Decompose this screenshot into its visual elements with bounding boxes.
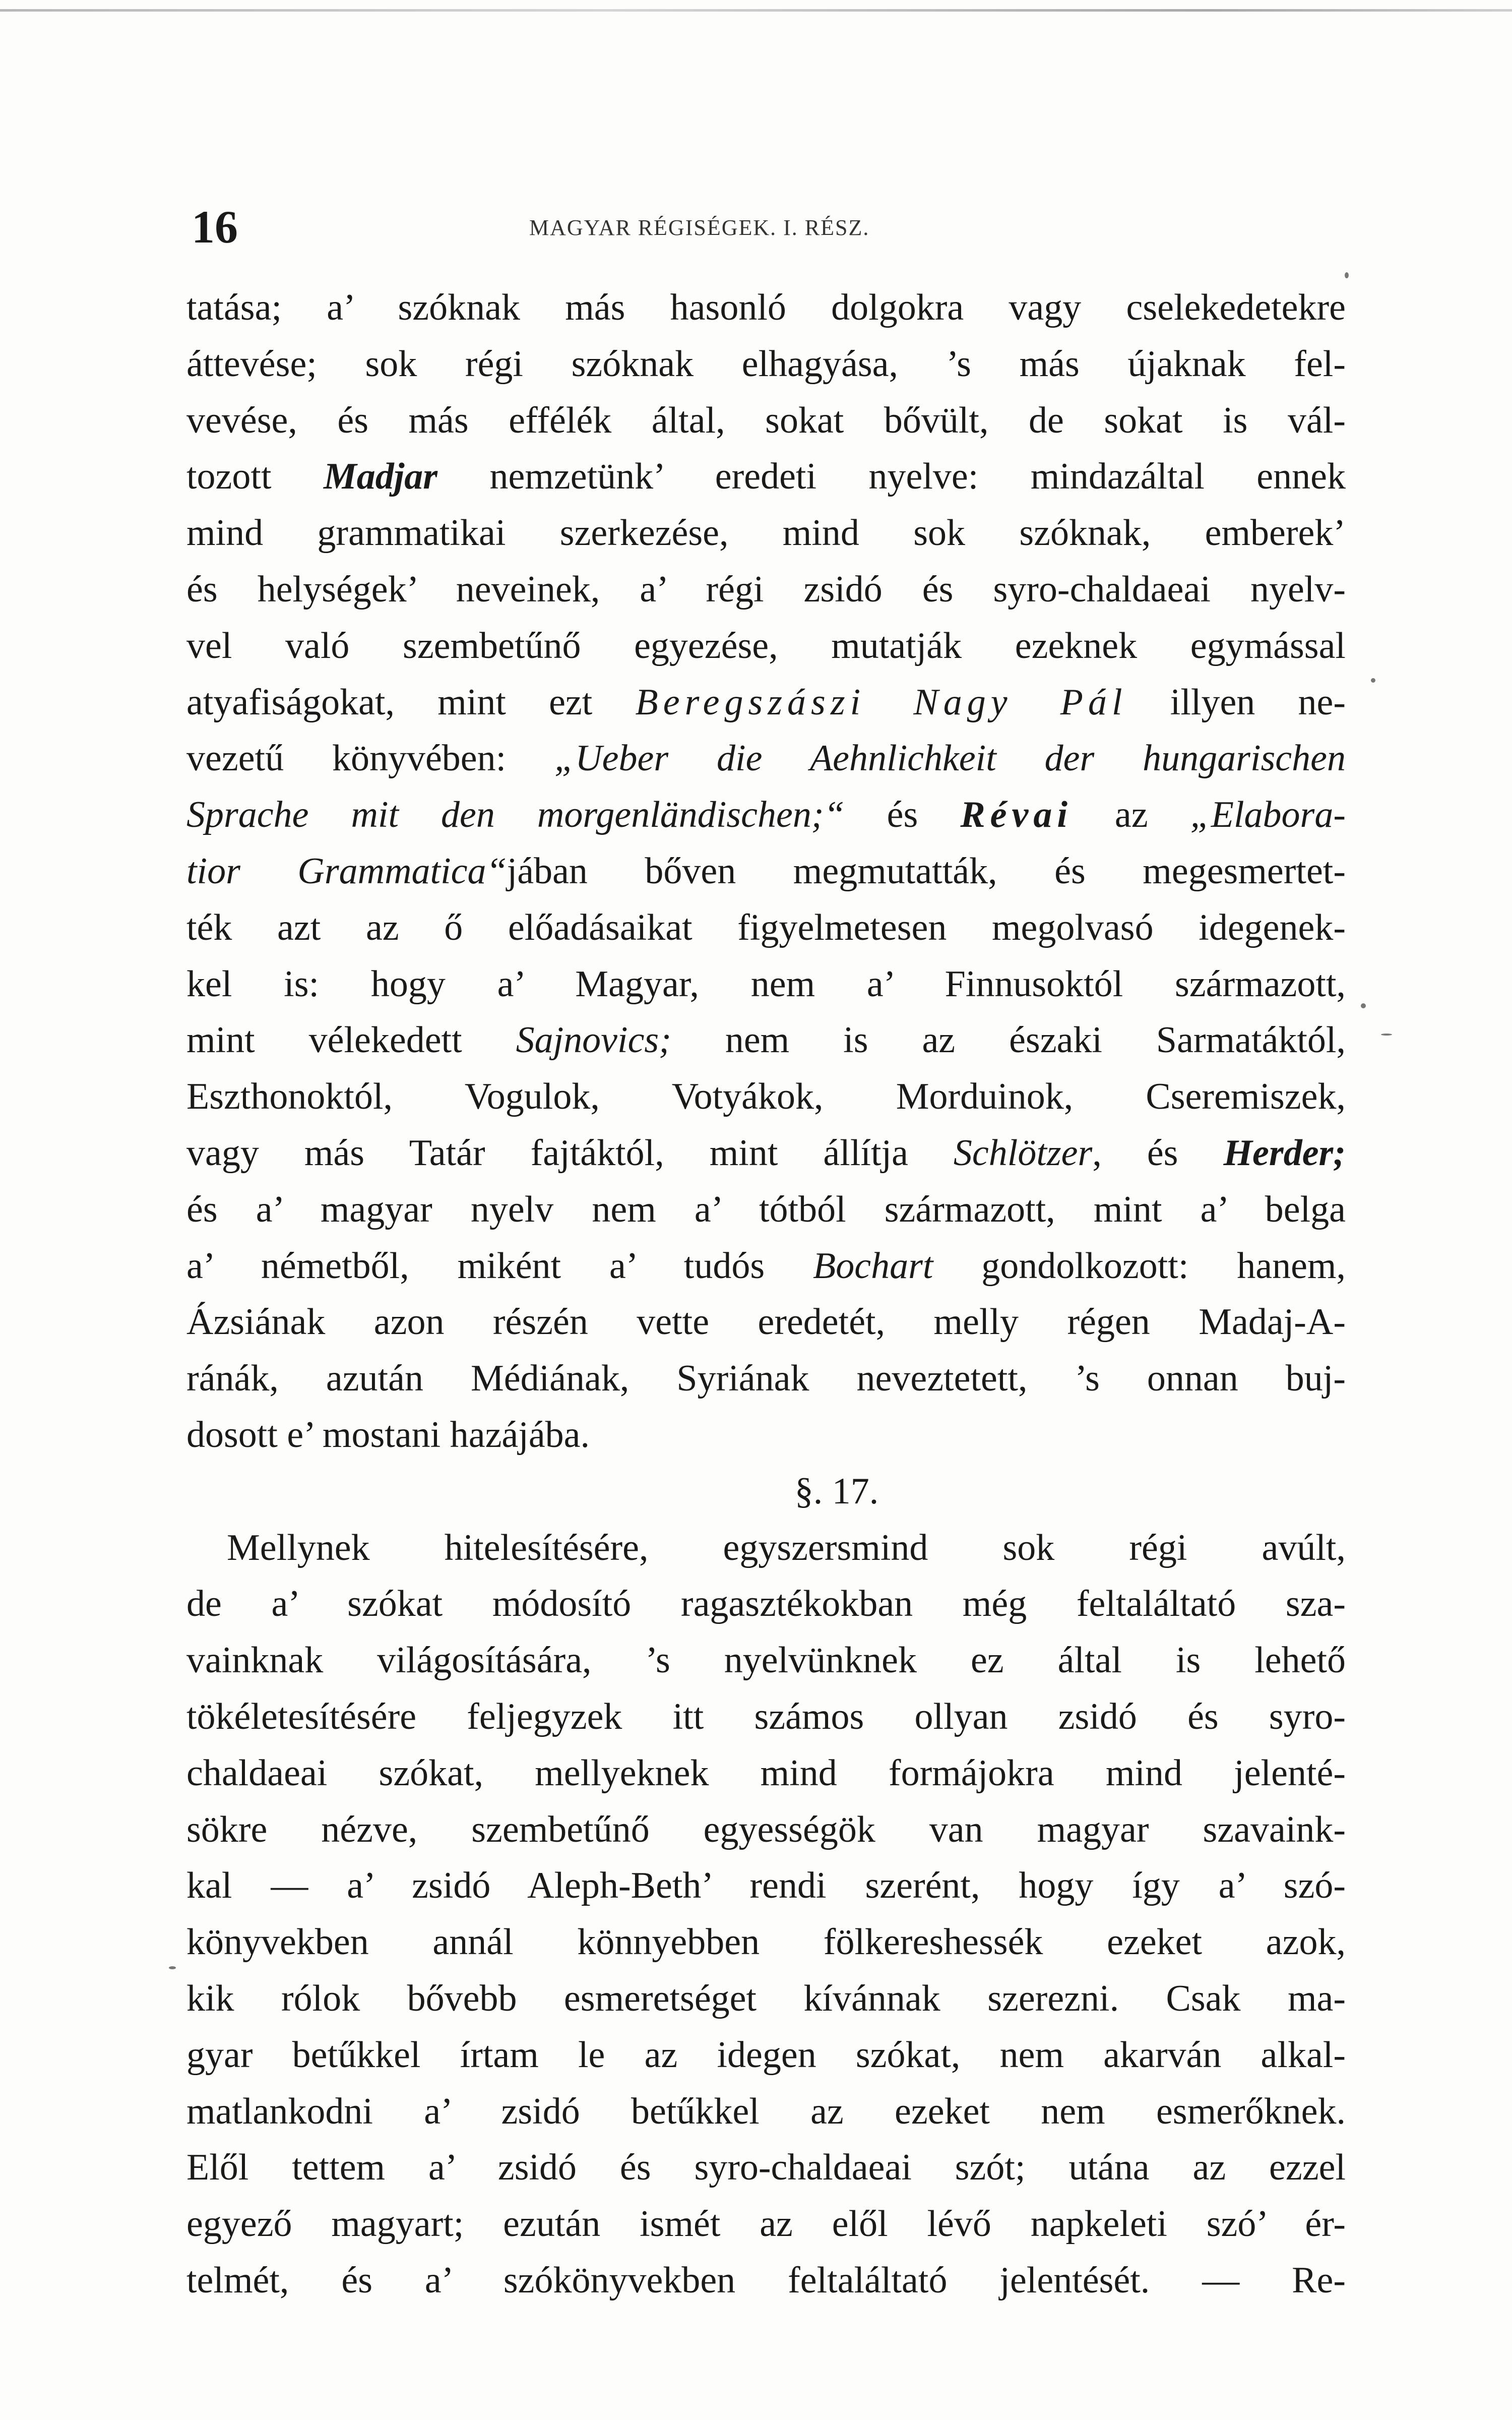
text-line (186, 449, 1346, 505)
text-segment: vel való szembetűnő egyezése, mutatják ezeknek egymással (186, 625, 1346, 667)
text-segment: sökre nézve, szembetűnő egyességök van magyar szavaink- (186, 1808, 1346, 1850)
text-segment: tatása; a’ szóknak más hasonló dolgokra vagy cselekedetekre (186, 287, 1346, 328)
text-segment: , és (1092, 1132, 1224, 1174)
margin-speck (1371, 678, 1375, 683)
emphasized-text: Révai (960, 794, 1073, 836)
text-line (186, 675, 1346, 731)
text-segment: áttevése; sok régi szóknak elhagyása, ’s más újaknak fel- (186, 343, 1346, 385)
text-line (186, 787, 1346, 843)
text-line (186, 1069, 1346, 1125)
text-line (186, 1520, 1346, 1577)
running-head: MAGYAR RÉGISÉGEK. I. RÉSZ. (529, 215, 870, 240)
text-segment: kal — a’ zsidó Aleph-Beth’ rendi szerént, hogy így a’ szó- (186, 1865, 1346, 1907)
text-segment: tozott (186, 456, 324, 498)
text-segment: gondolkozott: hanem, (933, 1245, 1346, 1287)
text-segment: Elől tettem a’ zsidó és syro-chaldaeai szót; utána az ezzel (186, 2147, 1346, 2189)
text-segment: és a’ magyar nyelv nem a’ tótból származott, mint a’ belga (186, 1188, 1346, 1230)
text-line (186, 1802, 1346, 1858)
text-line (186, 843, 1346, 900)
text-segment: a’ németből, miként a’ tudós (186, 1245, 813, 1287)
text-line (186, 393, 1346, 449)
text-segment: telmét, és a’ szókönyvekben feltaláltató jelentését. — Re- (186, 2259, 1346, 2301)
margin-speck (1345, 272, 1349, 278)
text-segment: egyező magyart; ezután ismét az elől lévő napkeleti szó’ ér- (186, 2203, 1346, 2245)
emphasized-text: Beregszászi Nagy Pál (635, 681, 1127, 723)
text-segment: ték azt az ő előadásaikat figyelmetesen megolvasó idegenek- (186, 906, 1346, 948)
emphasized-text: Schlötzer (953, 1132, 1093, 1174)
text-segment: ránák, azután Médiának, Syriának neveztetett, ’s onnan buj- (186, 1358, 1346, 1400)
text-line (186, 1745, 1346, 1802)
text-line (186, 336, 1346, 393)
text-segment: vevése, és más effélék által, sokat bővült, de sokat is vál- (186, 399, 1346, 441)
text-segment: és helységek’ neveinek, a’ régi zsidó és syro-chaldaeai nyelv- (186, 568, 1346, 610)
text-line (186, 1407, 1346, 1464)
text-line (186, 562, 1346, 618)
text-segment: nem is az északi Sarmatáktól, (671, 1019, 1346, 1061)
text-line (186, 505, 1346, 562)
text-segment: kel is: hogy a’ Magyar, nem a’ Finnusoktól származott, (186, 963, 1346, 1005)
margin-speck (1381, 1034, 1392, 1036)
text-line (186, 1632, 1346, 1689)
text-line (186, 2253, 1346, 2309)
text-line (186, 618, 1346, 675)
text-segment: matlankodni a’ zsidó betűkkel az ezeket nem esmerőknek. (186, 2090, 1346, 2132)
text-segment: nemzetünk’ eredeti nyelve: mindazáltal ennek (437, 456, 1346, 498)
text-line (186, 1351, 1346, 1407)
text-segment: Eszthonoktól, Vogulok, Votyákok, Morduinok, Cseremiszek, (186, 1076, 1346, 1118)
text-segment: jában bőven megmutatták, és megesmertet- (507, 850, 1346, 892)
text-segment: de a’ szókat módosító ragasztékokban még feltaláltató sza- (186, 1583, 1346, 1625)
text-segment: kik rólok bővebb esmeretséget kívánnak szerezni. Csak ma- (186, 1977, 1346, 2019)
text-line (186, 2196, 1346, 2253)
text-line (186, 1182, 1346, 1238)
emphasized-text: Sajnovics; (516, 1019, 671, 1061)
text-segment: vagy más Tatár fajtáktól, mint állítja (186, 1132, 954, 1174)
margin-speck (1361, 1003, 1366, 1008)
text-segment: Mellynek hitelesítésére, egyszersmind sok régi avúlt, (227, 1527, 1346, 1568)
text-segment: az (1072, 794, 1190, 836)
page-number: 16 (192, 201, 238, 253)
emphasized-text: Madjar (323, 456, 438, 498)
emphasized-text: Sprache mit den morgenländischen;“ (186, 794, 845, 836)
section-heading (186, 1464, 1346, 1520)
text-line (186, 731, 1346, 787)
emphasized-text: tior Grammatica“ (186, 850, 507, 892)
text-segment: Ázsiának azon részén vette eredetét, melly régen Madaj-A- (186, 1301, 1346, 1343)
text-line (186, 1689, 1346, 1745)
emphasized-text: Herder; (1223, 1132, 1346, 1174)
text-segment: vezetű könyvében: (186, 738, 555, 779)
page-header (192, 199, 1351, 255)
text-segment: dosott e’ mostani hazájába. (186, 1414, 590, 1456)
text-line (186, 900, 1346, 956)
text-line (186, 1858, 1346, 1914)
emphasized-text: Bochart (813, 1245, 933, 1287)
text-line (186, 1914, 1346, 1971)
body-text (186, 280, 1346, 2309)
scan-edge-rule (0, 9, 1512, 12)
text-segment: atyafiságokat, mint ezt (186, 681, 636, 723)
text-segment: könyvekben annál könnyebben fölkereshessék ezeket azok, (186, 1921, 1346, 1963)
text-segment: vainknak világosítására, ’s nyelvünknek ez által is lehető (186, 1640, 1346, 1681)
text-line (186, 1012, 1346, 1069)
text-line (186, 280, 1346, 336)
text-segment: tökéletesítésére feljegyzek itt számos ollyan zsidó és syro- (186, 1696, 1346, 1737)
text-line (186, 2084, 1346, 2140)
text-segment: chaldaeai szókat, mellyeknek mind formájokra mind jelenté- (186, 1752, 1346, 1794)
text-line (186, 1238, 1346, 1295)
text-segment: §. 17. (794, 1470, 879, 1512)
text-segment: mind grammatikai szerkezése, mind sok szóknak, emberek’ (186, 512, 1346, 554)
text-line (186, 1971, 1346, 2027)
text-line (186, 2027, 1346, 2084)
text-line (186, 956, 1346, 1013)
margin-speck (169, 1966, 176, 1969)
text-segment: gyar betűkkel írtam le az idegen szókat, nem akarván alkal- (186, 2034, 1346, 2076)
text-segment: mint vélekedett (186, 1019, 516, 1061)
text-line (186, 1125, 1346, 1182)
text-line (186, 2140, 1346, 2196)
emphasized-text: „Ueber die Aehnlichkeit der hungarischen (554, 738, 1346, 779)
text-segment: és (844, 794, 961, 836)
text-segment: illyen ne- (1127, 681, 1346, 723)
text-line (186, 1294, 1346, 1351)
emphasized-text: „Elabora- (1190, 794, 1346, 836)
text-line (186, 1576, 1346, 1632)
